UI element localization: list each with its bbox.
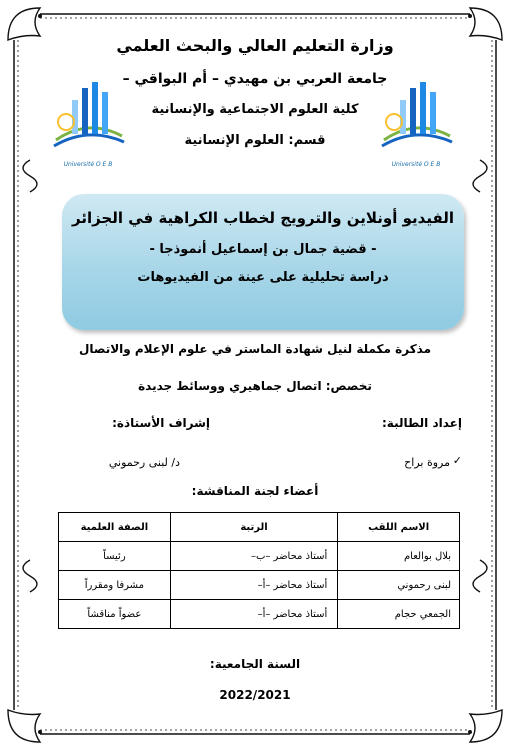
table-header-row (59, 513, 460, 542)
table-row (59, 571, 460, 600)
university-logo-icon (376, 78, 456, 158)
jury-member-rank: أستاذ محاضر –أ– (170, 600, 338, 629)
jury-member-role: عضواً مناقشاً (59, 600, 171, 629)
university-logo-icon (48, 78, 128, 158)
jury-member-name: بلال بوالعام (338, 542, 460, 571)
check-mark-icon: ✓ (452, 454, 462, 467)
thesis-title-box (62, 194, 464, 330)
column-header: الصفة العلمية (59, 513, 171, 542)
specialty: تخصص: اتصال جماهيري ووسائط جديدة (138, 379, 372, 393)
committee-title: أعضاء لجنة المناقشة: (191, 484, 319, 498)
jury-member-role: رئيساً (59, 542, 171, 571)
jury-member-rank: أستاذ محاضر –ب– (170, 542, 338, 571)
logo-caption: Université O E B (391, 161, 441, 168)
thesis-title: الفيديو أونلاين والترويج لخطاب الكراهية في الجزائر (71, 209, 455, 227)
thesis-case: - قضية جمال بن إسماعيل أنموذجا - (149, 242, 377, 257)
supervisor-name: د/ لبنى رحموني (108, 456, 180, 469)
department-name: قسم: العلوم الإنسانية (184, 133, 326, 148)
jury-member-name: الجمعي حجام (338, 600, 460, 629)
column-header: الرتبة (170, 513, 338, 542)
thesis-study-type: دراسة تحليلية على عينة من الفيديوهات (137, 270, 389, 285)
table-row (59, 542, 460, 571)
academic-year-label: السنة الجامعية: (209, 657, 301, 671)
university-name: جامعة العربي بن مهيدي – أم البواقي – (122, 71, 388, 87)
student-name: مروة براح (404, 456, 450, 469)
academic-year: 2022/2021 (219, 688, 291, 702)
jury-member-role: مشرفا ومقرراً (59, 571, 171, 600)
university-logo-right (376, 78, 456, 168)
faculty-name: كلية العلوم الاجتماعية والإنسانية (151, 102, 359, 117)
jury-member-name: لبنى رحموني (338, 571, 460, 600)
logo-caption: Université O E B (63, 161, 113, 168)
university-logo-left (48, 78, 128, 168)
jury-table (58, 512, 460, 629)
supervision-label: إشراف الأستاذة: (112, 416, 210, 430)
table-row (59, 600, 460, 629)
ministry-name: وزارة التعليم العالي والبحث العلمي (116, 36, 394, 55)
prepared-by-label: إعداد الطالبة: (382, 416, 462, 430)
memo-statement: مذكرة مكملة لنيل شهادة الماستر في علوم الإعلام والاتصال (78, 342, 432, 356)
column-header: الاسم اللقب (338, 513, 460, 542)
jury-member-rank: أستاذ محاضر –أ– (170, 571, 338, 600)
